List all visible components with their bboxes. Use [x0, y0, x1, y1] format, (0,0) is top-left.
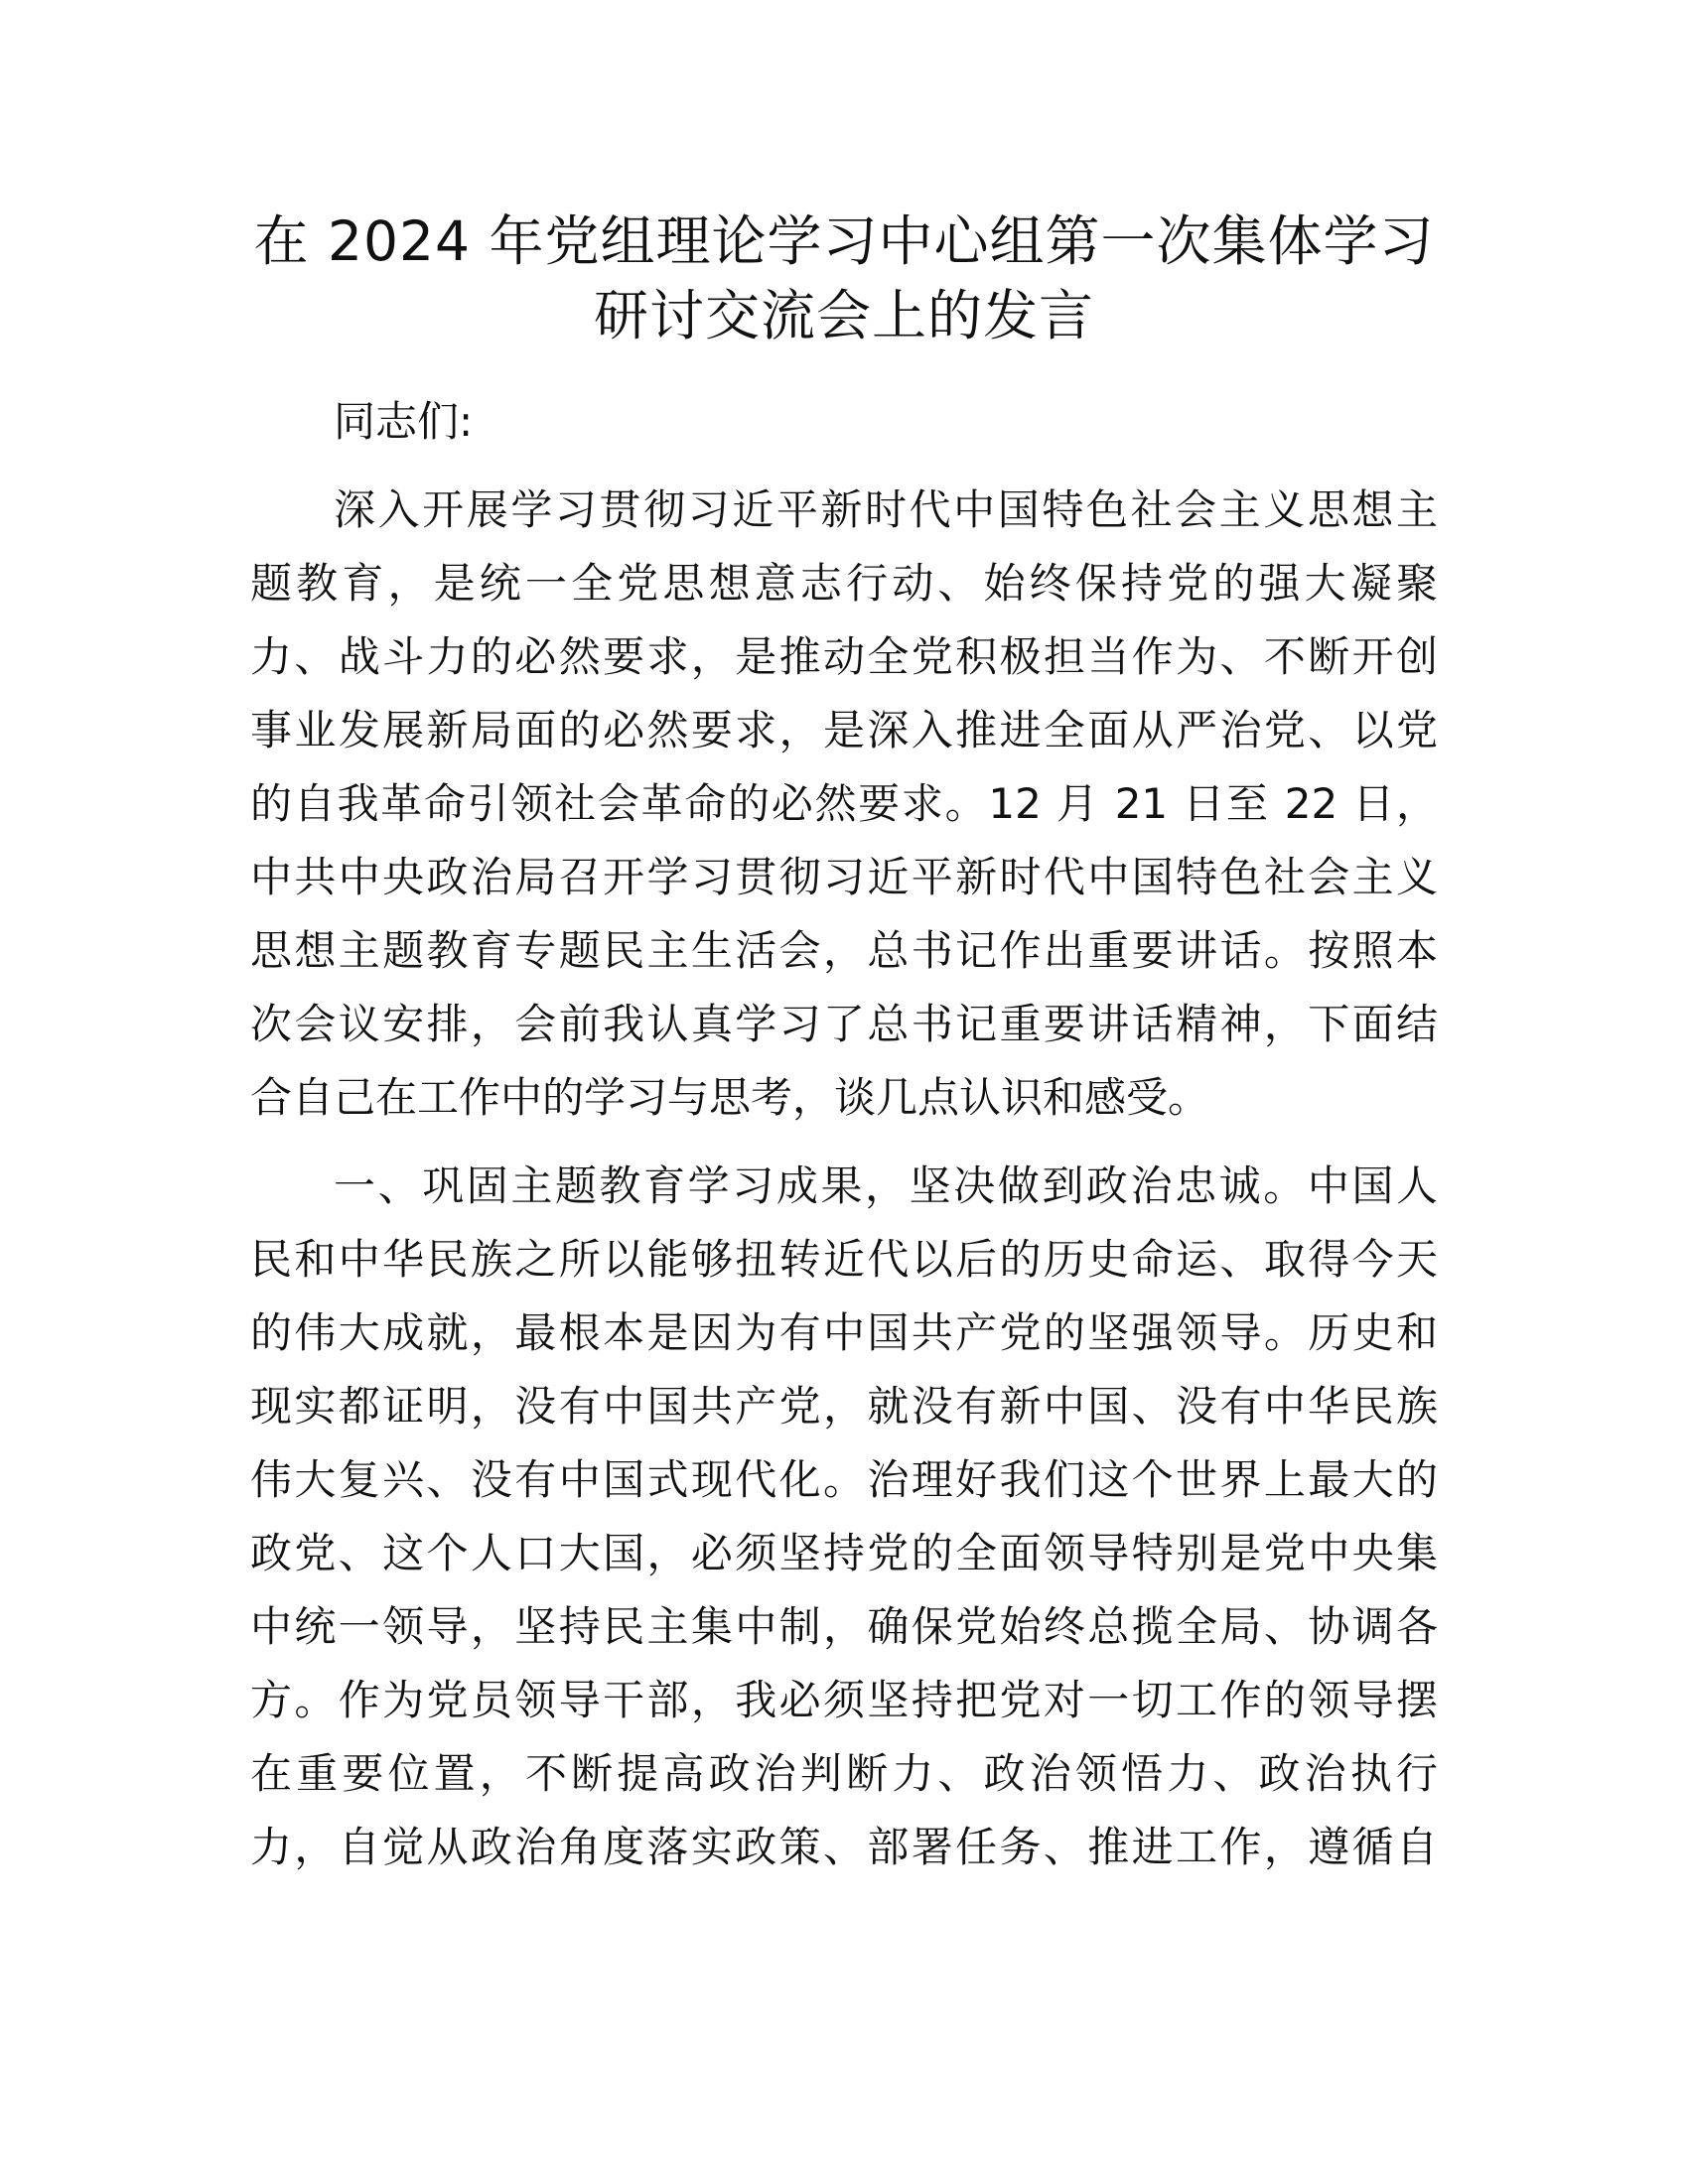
- text-line: 中共中央政治局召开学习贯彻习近平新时代中国特色社会主义: [250, 853, 1438, 901]
- text-line: 民和中华民族之所以能够扭转近代以后的历史命运、取得今天: [250, 1235, 1438, 1284]
- text-line: 政党、这个人口大国，必须坚持党的全面领导特别是党中央集: [250, 1529, 1438, 1577]
- paragraph-section-one: [250, 1150, 1438, 1884]
- text-line: 力，自觉从政治角度落实政策、部署任务、推进工作，遵循自: [250, 1823, 1438, 1871]
- text-line: 中统一领导，坚持民主集中制，确保党始终总揽全局、协调各: [250, 1602, 1438, 1651]
- text-line: 一、巩固主题教育学习成果，坚决做到政治忠诚。中国人: [334, 1161, 1438, 1210]
- text-line: 在重要位置，不断提高政治判断力、政治领悟力、政治执行: [250, 1749, 1438, 1798]
- text-line: 合自己在工作中的学习与思考，谈几点认识和感受。: [250, 1073, 1210, 1122]
- paragraph-intro: [250, 474, 1438, 1135]
- text-line: 题教育，是统一全党思想意志行动、始终保持党的强大凝聚: [250, 559, 1438, 608]
- text-line: 现实都证明，没有中国共产党，就没有新中国、没有中华民族: [250, 1382, 1438, 1431]
- salutation: 同志们:: [334, 397, 474, 446]
- document-body: [250, 385, 1438, 1884]
- text-line: 方。作为党员领导干部，我必须坚持把党对一切工作的领导摆: [250, 1676, 1438, 1724]
- text-line: 事业发展新局面的必然要求，是深入推进全面从严治党、以党: [250, 706, 1438, 754]
- document-title: [248, 205, 1440, 353]
- text-line: 次会议安排，会前我认真学习了总书记重要讲话精神，下面结: [250, 1000, 1438, 1048]
- text-line: 的自我革命引领社会革命的必然要求。12 月 21 日至 22 日，: [250, 779, 1438, 828]
- text-line: 深入开展学习贯彻习近平新时代中国特色社会主义思想主: [334, 485, 1438, 534]
- text-line: 思想主题教育专题民主生活会，总书记作出重要讲话。按照本: [250, 926, 1438, 975]
- text-line: 的伟大成就，最根本是因为有中国共产党的坚强领导。历史和: [250, 1308, 1438, 1357]
- title-line: 研讨交流会上的发言: [593, 284, 1094, 347]
- text-line: 伟大复兴、没有中国式现代化。治理好我们这个世界上最大的: [250, 1455, 1438, 1504]
- title-line: 在 2024 年党组理论学习中心组第一次集体学习: [253, 209, 1435, 273]
- text-line: 力、战斗力的必然要求，是推动全党积极担当作为、不断开创: [250, 632, 1438, 681]
